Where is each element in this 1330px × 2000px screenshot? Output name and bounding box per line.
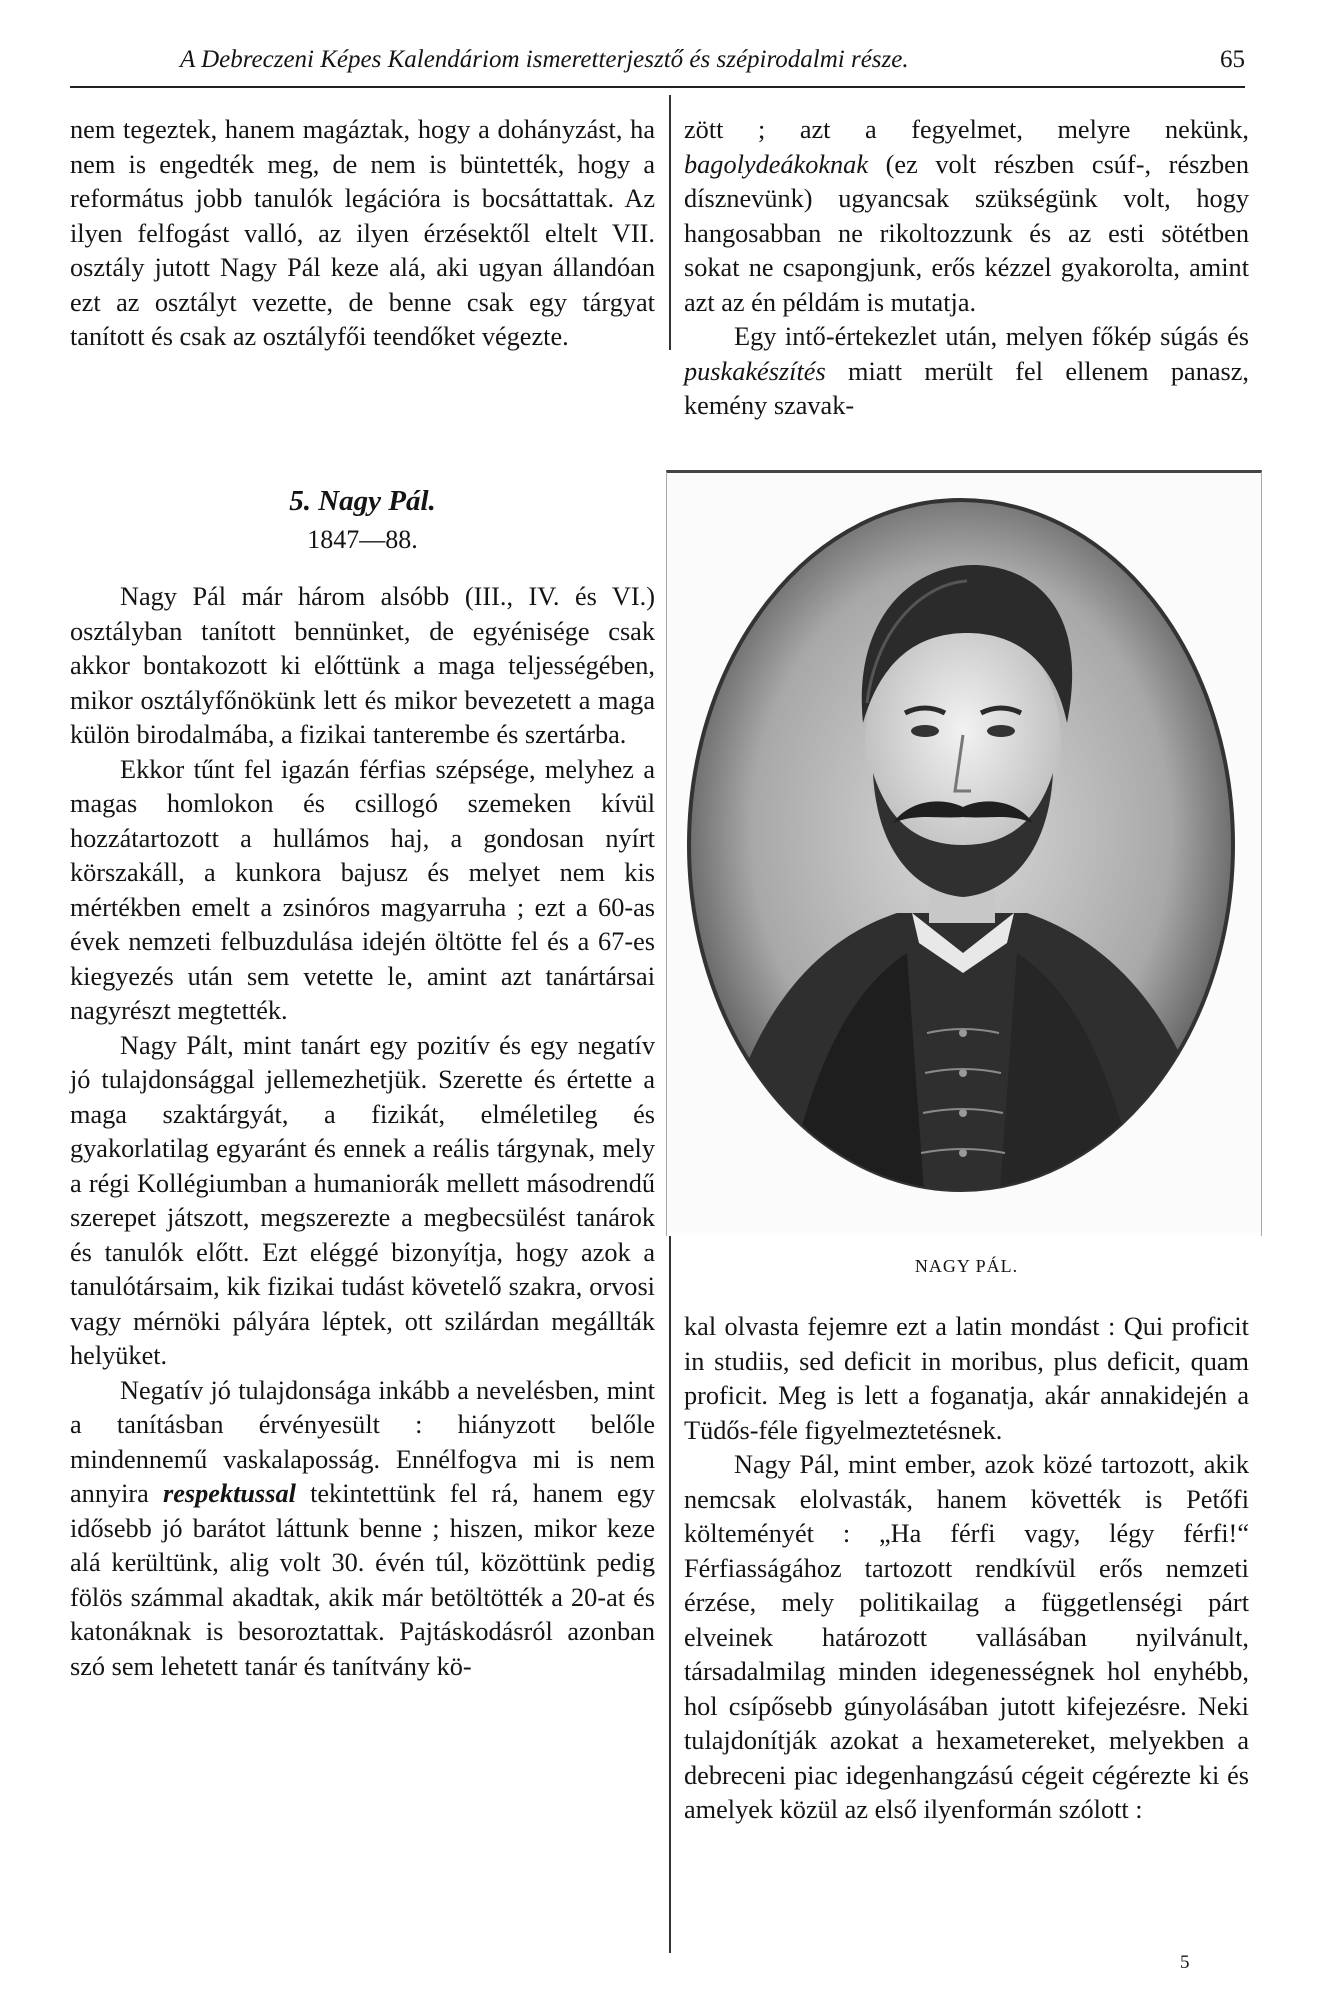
signature-mark: 5 [1180, 1952, 1190, 1973]
running-header [70, 40, 1245, 88]
paragraph: Nagy Pál, mint ember, azok közé tartozott, akik nemcsak elolvasták, hanem követték is Petőfi költeményét : „Ha férfi vagy, légy férfi!“ Férfiasságához tartozott rendkívül erős nemzeti érzése, mely politikailag a függetlenségi párt elveinek határozott vallásában nyilvánult, társadalmilag minden idegenességnek hol enyhébb, hol csípősebb gúnyolásában jutott kifejezésre. Neki tulajdonítják azokat a hexametereket, melyekben a debreceni piac idegenhangzású cégeit cégérezte ki és amelyek közül az első ilyenformán szólott : [684, 1450, 1249, 1824]
emphasis: bagolydeákoknak [684, 149, 869, 179]
page-number: 65 [1220, 46, 1245, 73]
paragraph: Negatív jó tulajdonsága inkább a nevelésben, mint a tanításban érvényesült : hiányzott belőle mindennemű vaskalaposság. Ennélfogva mi is nem annyira respektussal tekintettünk fel rá, hanem egy idősebb jó barátot láttunk benne ; hiszen, mikor keze alá kerültünk, alig volt 30. évén túl, közöttünk pedig fölös számmal akadtak, akik már betöltötték a 20-at és katonáknak is besoroztattak. Pajtáskodásról azonban szó sem lehetett tanár és tanítvány kö- [70, 1375, 655, 1681]
right-column-bottom [684, 1310, 1249, 1828]
paragraph: Egy intő-értekezlet után, melyen főkép súgás és puskakészítés miatt merült fel ellenem panasz, kemény szavak- [684, 322, 1249, 420]
paragraph: zött ; azt a fegyelmet, melyre nekünk, bagolydeákoknak (ez volt részben csúf-, részben dísznevünk) ugyancsak szükségünk volt, hogy hangosabban ne rikoltozzunk és az esti sötétben sokat ne csapongjunk, erős kézzel gyakorolta, amint azt az én példám is mutatja. [684, 115, 1249, 317]
left-column-main [70, 580, 655, 1684]
emphasis: puskakészítés [684, 356, 826, 386]
paragraph: kal olvasta fejemre ezt a latin mondást : Qui proficit in studiis, sed deficit in moribus, plus deficit, quam proficit. Meg is lett a foganatja, akár annakidején a Tüdős-féle figyelmeztetésnek. [684, 1312, 1249, 1445]
paragraph: Nagy Pált, mint tanárt egy pozitív és egy negatív jó tulajdonsággal jellemezhetjük. Szerette és értette a maga szaktárgyát, a fizikát, elméletileg és gyakorlatilag egyaránt és ennek a reális tárgynak, mely a régi Kollégiumban a humaniorák mellett másodrendű szerepet játszott, megszerezte a megbecsülést tanárok és tanulók előtt. Ezt eléggé bizonyítja, hogy azok a tanulótársaim, kik fizikai tudást követelő szakra, orvosi vagy mérnöki pályára léptek, ott szilárdan megállták helyüket. [70, 1030, 655, 1370]
left-column-top [70, 113, 655, 355]
section-years: 1847—88. [307, 525, 418, 554]
column-rule-top [669, 95, 671, 350]
paragraph: nem tegeztek, hanem magáztak, hogy a dohányzást, ha nem is engedték meg, de nem is büntették, hogy a református jobb tanulók legációra is bocsáttattak. Az ilyen felfogást valló, az ilyen érzésektől eltelt VII. osztály jutott Nagy Pál keze alá, aki ugyan állandóan ezt az osztályt vezette, de benne csak egy tárgyat tanított és csak az osztályfői teendőket végezte. [70, 115, 655, 351]
section-heading: 5. Nagy Pál. [289, 485, 436, 517]
emphasis: respektussal [162, 1479, 296, 1508]
portrait-photo [666, 470, 1262, 1236]
portrait-illustration [667, 473, 1261, 1233]
header-title: A Debreczeni Képes Kalendáriom ismeretterjesztő és szépirodalmi része. [180, 46, 909, 73]
paragraph: Ekkor tűnt fel igazán férfias szépsége, melyhez a magas homlokon és csillogó szemeken kívül hozzátartozott a hullámos haj, a gondosan nyírt körszakáll, a kunkora bajusz és melyet nem kis mértékben emelt a zsinóros magyarruha ; ezt a 60-as évek nemzeti felbuzdulása idején öltötte fel és a 67-es kiegyezés után sem vetette le, amint azt tanártársai nagyrészt megtették. [70, 754, 655, 1025]
paragraph: Nagy Pál már három alsóbb (III., IV. és VI.) osztályban tanított bennünket, de egyénisége csak akkor bontakozott ki előttünk a maga teljességében, mikor osztályfőnökünk lett és mikor bevezetett a maga külön birodalmába, a fizikai tanterembe és szertárba. [70, 582, 655, 749]
right-column-top [684, 113, 1249, 424]
portrait-caption: NAGY PÁL. [914, 1256, 1019, 1276]
